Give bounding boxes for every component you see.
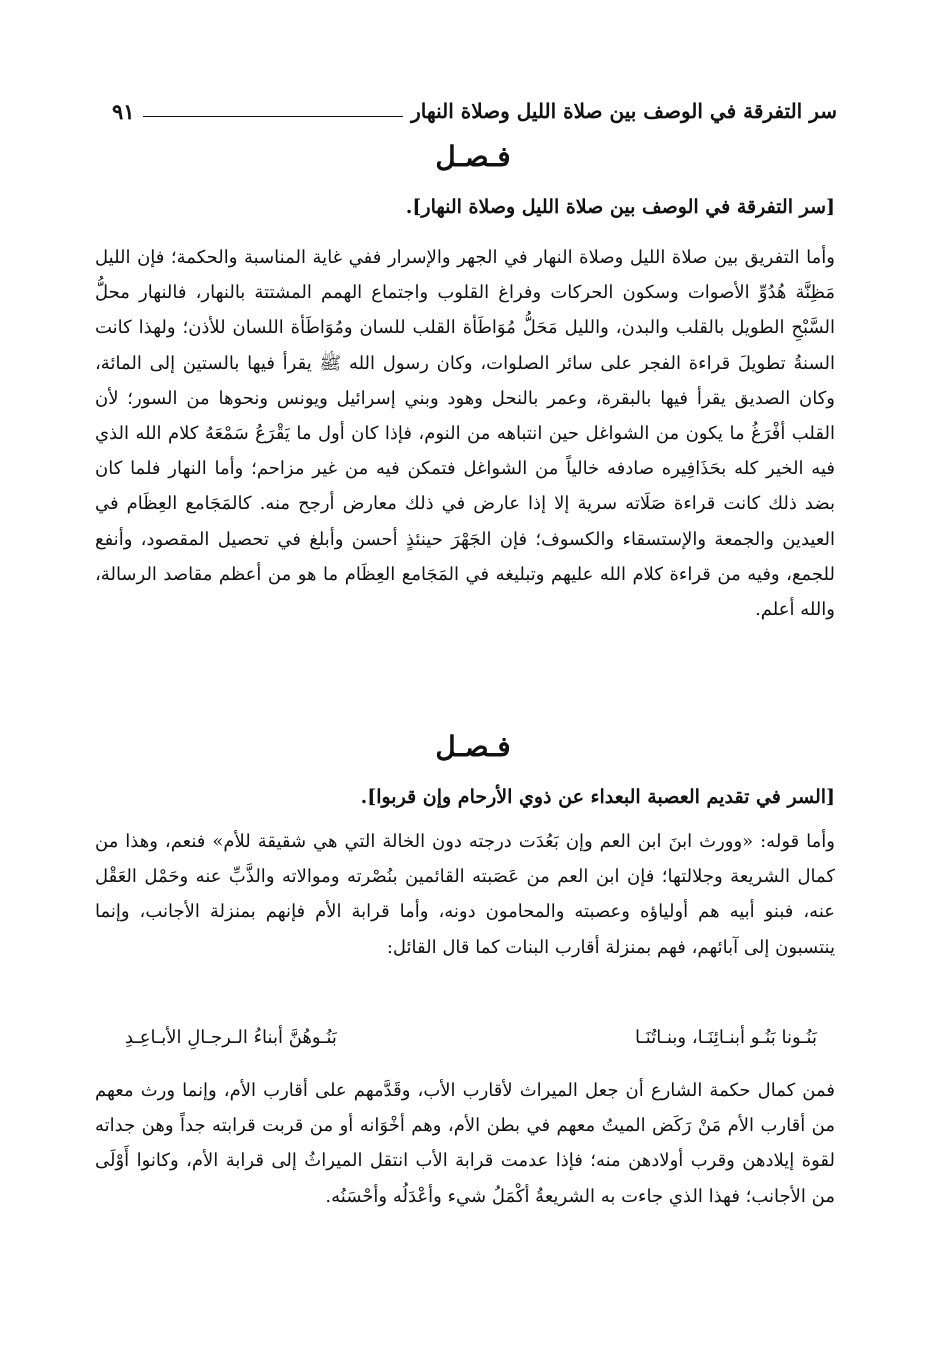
section-body (95, 240, 835, 627)
poetry-verse (125, 1027, 817, 1067)
page-number: ٩١ (112, 98, 135, 124)
section-subheading: [سر التفرقة في الوصف بين صلاة الليل وصلاة النهار]. (405, 196, 835, 218)
section-subheading: [السر في تقديم العصبة البعداء عن ذوي الأرحام وإن قربوا]. (360, 786, 835, 808)
running-header (112, 94, 837, 128)
header-rule (143, 116, 404, 117)
running-title: سر التفرقة في الوصف بين صلاة الليل وصلاة النهار (411, 99, 837, 123)
section-body (95, 824, 835, 965)
paragraph: وأما التفريق بين صلاة الليل وصلاة النهار في الجهر والإسرار ففي غاية المناسبة والحكمة؛ فإن الليل مَظِنَّة هُدُوِّ الأصوات وسكون الحركات وفراغ القلوب واجتماع الهمم المشتتة بالنهار، فالنهار محلُّ السَّبْحِ الطويل بالقلب والبدن، والليل مَحَلُّ مُوَاطَأة القلب للسان ومُوَاطَأة اللسان للأذن؛ ولهذا كانت السنةُ تطويلَ قراءة الفجر على سائر الصلوات، وكان رسول الله ﷺ يقرأ فيها بالستين إلى المائة، وكان الصديق يقرأ فيها بالبقرة، وعمر بالنحل وهود وبني إسرائيل ويونس ونحوها من السور؛ لأن القلب أفْرَغُ ما يكون من الشواغل حين انتباهه من النوم، فإذا كان أول ما يَقْرَعُ سَمْعَهُ كلام الله الذي فيه الخير كله بحَذَافِيره صادفه خالياً من الشواغل فتمكن فيه من غير مزاحم؛ وأما النهار فلما كان بضد ذلك كانت قراءة صَلَاته سرية إلا إذا عارض في ذلك معارض أرجح منه. كالمَجَامع العِظَام في العيدين والجمعة والإستسقاء والكسوف؛ فإن الجَهْرَ حينئذٍ أحسن وأبلغ في تحصيل المقصود، وأنفع للجمع، وفيه من قراءة كلام الله عليهم وتبليغه في المَجَامع العِظَام ما هو من أعظم مقاصد الرسالة، والله أعلم. (95, 247, 835, 621)
section-heading: فـصـل (435, 140, 511, 173)
section-heading: فـصـل (435, 730, 511, 763)
paragraph: فمن كمال حكمة الشارع أن جعل الميراث لأقارب الأب، وقَدَّمهم على أقارب الأم، وإنما ورث معهم من أقارب الأم مَنْ رَكَض الميتُ معهم في بطن الأم، وهم أخْوَانه أو من قربت قرابته جداً وهن جداته لقوة إيلادهن وقرب أولادهن منه؛ فإذا عدمت قرابة الأب انتقل الميراثُ إلى قرابة الأم، وكانوا أَوْلَى من الأجانب؛ فهذا الذي جاءت به الشريعةُ أكْمَلُ شيء وأعْدَلُه وأحْسَنُه. (95, 1080, 835, 1207)
section-body (95, 1073, 835, 1214)
verse-first-hemistich: بَنُـونا بَنُـو أبنـائِنَـا، وبنـاتُنَـا (635, 1027, 817, 1048)
paragraph: وأما قوله: «وورث ابنَ ابن العم وإن بَعُدَت درجته دون الخالة التي هي شقيقة للأم» فنعم، وهذا من كمال الشريعة وجلالتها؛ فإن ابن العم من عَصَبته القائمين بنُصْرته وموالاته والذَّبِّ عنه وحَمْل العَقْل عنه، فبنو أبيه هم أولياؤه وعصبته والمحامون دونه، وأما قرابة الأم فإنهم بمنزلة الأجانب، وإنما ينتسبون إلى آبائهم، فهم بمنزلة أقارب البنات كما قال القائل: (95, 831, 835, 958)
verse-second-hemistich: بَنُـوهُنَّ أبناءُ الـرجـالِ الأبـاعِـدِ (125, 1027, 337, 1048)
